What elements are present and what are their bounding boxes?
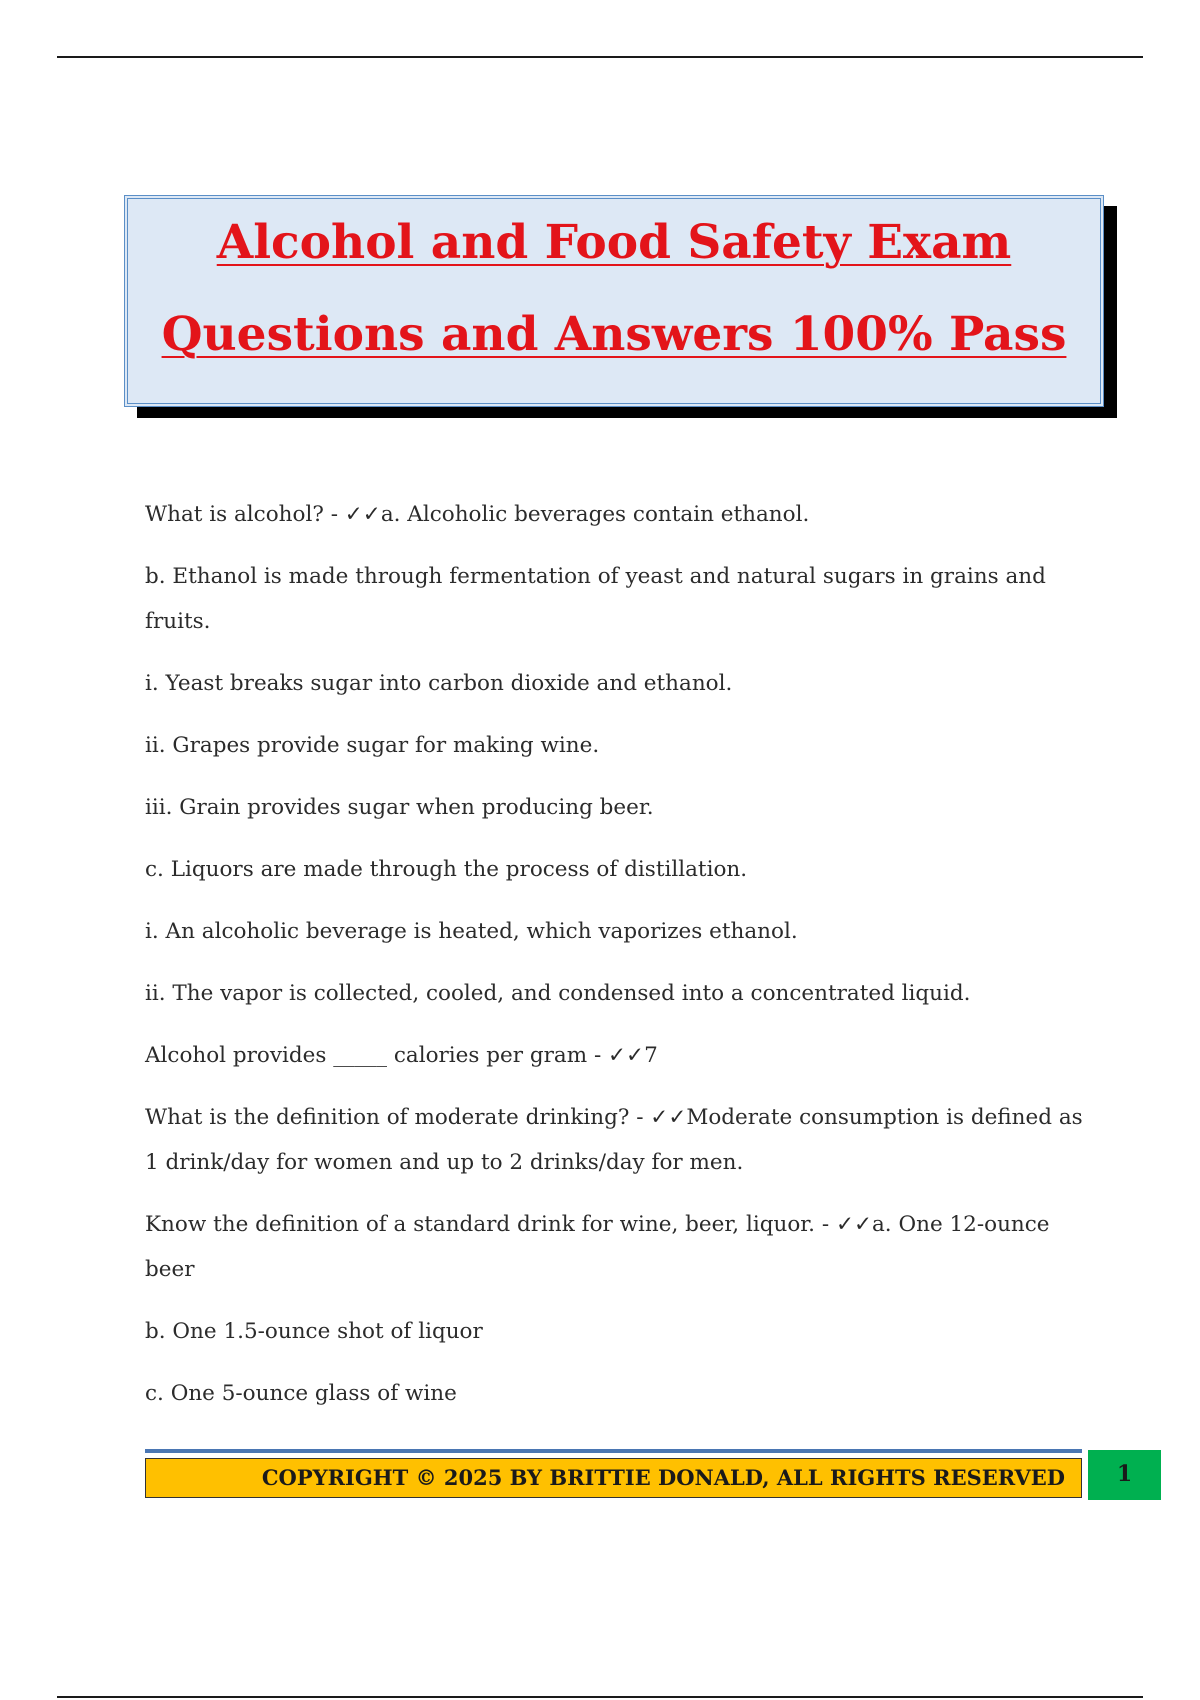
paragraph: What is alcohol? - ✓✓a. Alcoholic beverages contain ethanol. [145, 502, 810, 527]
page-number-badge: 1 [1088, 1450, 1161, 1500]
paragraph: ii. Grapes provide sugar for making wine. [145, 733, 600, 758]
paragraph: i. Yeast breaks sugar into carbon dioxide and ethanol. [145, 671, 733, 696]
paragraph: What is the definition of moderate drinking? - ✓✓Moderate consumption is defined as 1 drink/day for women and up to 2 drinks/day for men. [145, 1105, 1083, 1175]
paragraph: c. One 5-ounce glass of wine [145, 1381, 457, 1406]
paragraph: Know the definition of a standard drink for wine, beer, liquor. - ✓✓a. One 12-ounce beer [145, 1212, 1050, 1282]
top-rule [57, 56, 1143, 58]
paragraph: i. An alcoholic beverage is heated, which vaporizes ethanol. [145, 919, 798, 944]
paragraph: b. One 1.5-ounce shot of liquor [145, 1319, 483, 1344]
document-body [145, 492, 1085, 1433]
paragraph: ii. The vapor is collected, cooled, and condensed into a concentrated liquid. [145, 981, 971, 1006]
title-box [124, 195, 1104, 407]
paragraph: b. Ethanol is made through fermentation of yeast and natural sugars in grains and fruits. [145, 564, 1046, 634]
title-line-2: Questions and Answers 100% Pass [161, 307, 1067, 362]
paragraph: c. Liquors are made through the process of distillation. [145, 857, 748, 882]
title-line-1: Alcohol and Food Safety Exam [216, 215, 1012, 270]
copyright-notice: COPYRIGHT © 2025 BY BRITTIE DONALD, ALL RIGHTS RESERVED [145, 1458, 1082, 1498]
bottom-rule [57, 1696, 1143, 1698]
paragraph: Alcohol provides _____ calories per gram - ✓✓7 [145, 1043, 658, 1068]
paragraph: iii. Grain provides sugar when producing beer. [145, 795, 654, 820]
footer-bar [145, 1449, 1082, 1501]
